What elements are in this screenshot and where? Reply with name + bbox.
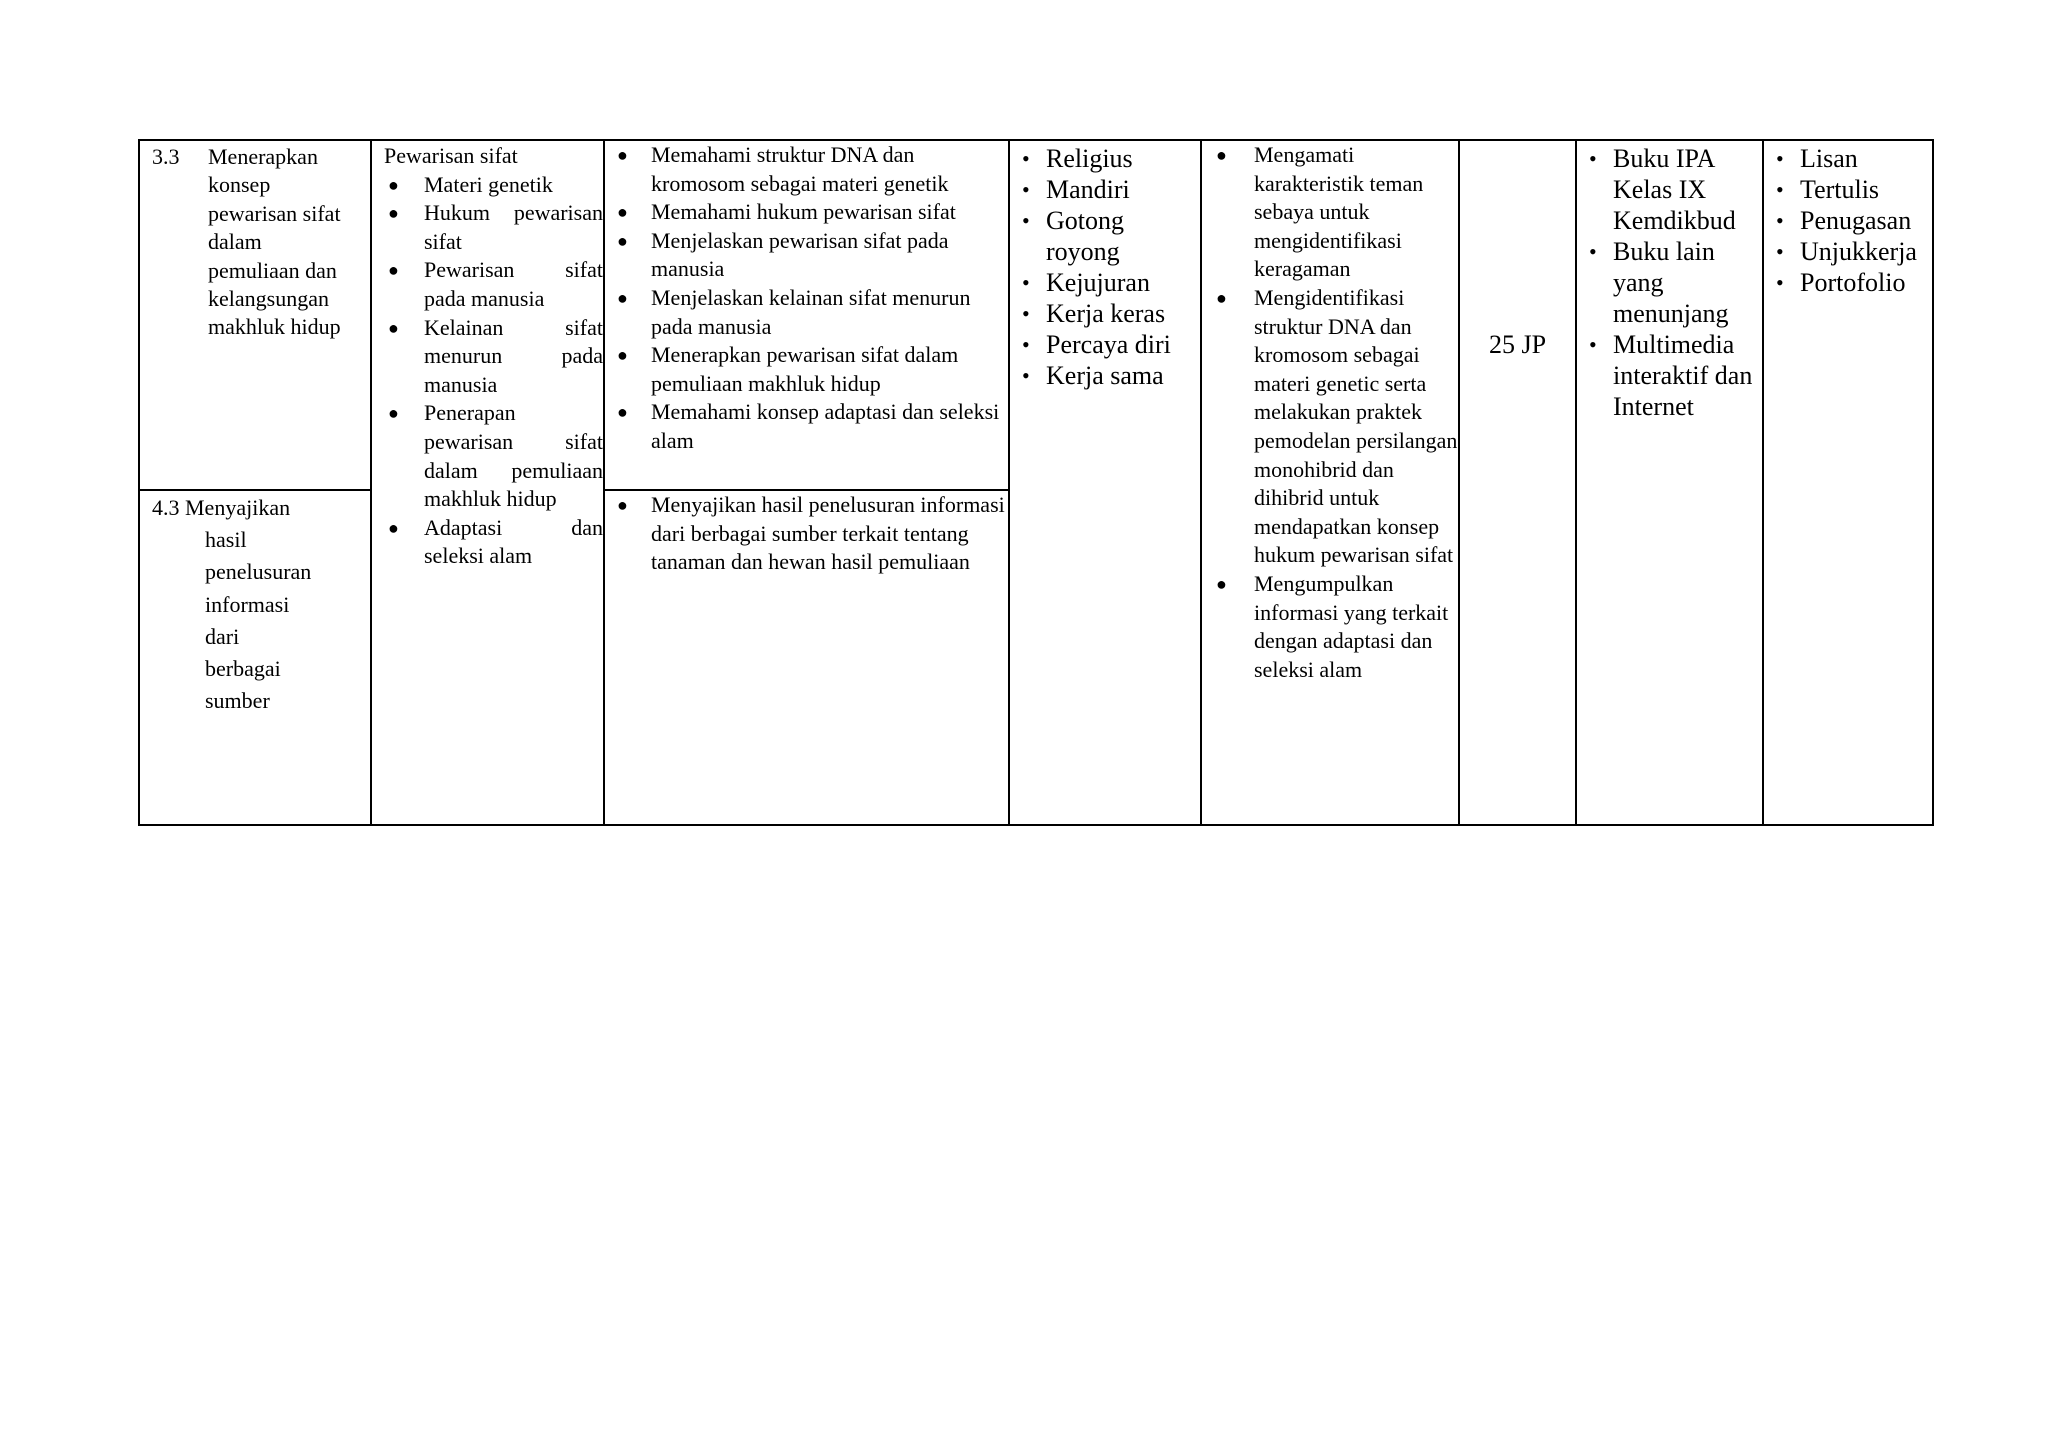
penilaian-item — [1764, 236, 1932, 267]
kegiatan-4-3-cell — [604, 490, 1009, 825]
bullet-icon: ● — [388, 517, 399, 538]
karakter-item-text: Mandiri — [1046, 175, 1130, 204]
kegiatan-3-3-item — [605, 284, 1008, 341]
bullet-icon: • — [1776, 146, 1784, 171]
kd-4-3-line: penelusuran — [205, 559, 312, 585]
bullet-icon: • — [1589, 146, 1597, 171]
penilaian-list — [1764, 141, 1932, 298]
syllabus-table — [138, 139, 1934, 826]
kegiatan-3-3-item — [605, 398, 1008, 455]
sumber-item — [1577, 236, 1762, 329]
materi-cell — [371, 140, 604, 825]
kd-4-3-line: sumber — [205, 688, 270, 714]
kd-3-3-number: 3.3 — [152, 144, 180, 169]
kegiatan-3-3-cell — [604, 140, 1009, 490]
bullet-icon: ● — [617, 495, 628, 515]
bullet-icon: • — [1022, 208, 1030, 233]
materi-item — [372, 171, 603, 200]
pengalaman-item-text: Mengidentifikasi struktur DNA dan kromosom sebagai materi genetic serta melakukan praktek pemodelan persilangan monohibrid dan dihibrid untuk mendapatkan konsep hukum pewarisan sifat — [1254, 284, 1458, 568]
karakter-item — [1010, 267, 1200, 298]
kd-3-3-cell — [139, 140, 371, 490]
bullet-icon: ● — [617, 402, 628, 423]
sumber-item-text: Buku lain yang menunjang — [1613, 237, 1729, 328]
sumber-cell — [1576, 140, 1763, 825]
sumber-list — [1577, 141, 1762, 422]
karakter-item-text: Kejujuran — [1046, 268, 1150, 297]
materi-item — [372, 314, 603, 400]
kegiatan-3-3-item-text: Memahami konsep adaptasi dan seleksi alam — [651, 399, 1000, 453]
sumber-item-text: Buku IPA Kelas IX Kemdikbud — [1613, 144, 1736, 235]
materi-heading: Pewarisan sifat — [384, 143, 518, 168]
penilaian-item — [1764, 174, 1932, 205]
alokasi-waktu: 25 JP — [1488, 330, 1547, 359]
materi-item-text: Materi genetik — [424, 171, 553, 197]
karakter-item — [1010, 143, 1200, 174]
materi-item-text: Pewarisan sifat pada manusia — [424, 257, 603, 311]
kegiatan-3-3-item — [605, 341, 1008, 398]
karakter-cell — [1009, 140, 1201, 825]
bullet-icon: ● — [388, 174, 399, 195]
sumber-item-text: Multimedia interaktif dan Internet — [1613, 330, 1753, 421]
bullet-icon: • — [1022, 301, 1030, 326]
penilaian-item — [1764, 143, 1932, 174]
karakter-item-text: Kerja sama — [1046, 361, 1164, 390]
bullet-icon: ● — [388, 317, 399, 338]
kegiatan-3-3-item-text: Memahami hukum pewarisan sifat — [651, 199, 956, 225]
kegiatan-3-3-list — [605, 141, 1008, 456]
pengalaman-item-text: Mengamati karakteristik teman sebaya untuk mengidentifikasi keragaman — [1254, 142, 1424, 282]
kegiatan-3-3-item — [605, 141, 1008, 198]
materi-item — [372, 514, 603, 571]
kd-4-3-first-line — [152, 492, 364, 524]
materi-item — [372, 399, 603, 513]
penilaian-item-text: Unjukkerja — [1800, 237, 1917, 266]
bullet-icon: ● — [617, 345, 628, 366]
bullet-icon: • — [1776, 239, 1784, 264]
kegiatan-3-3-item-text: Menerapkan pewarisan sifat dalam pemuliaan makhluk hidup — [651, 342, 959, 396]
bullet-icon: ● — [1216, 573, 1227, 594]
kd-4-3-line: dari — [205, 623, 240, 649]
materi-list — [372, 171, 603, 571]
pengalaman-cell — [1201, 140, 1459, 825]
kegiatan-3-3-item-text: Memahami struktur DNA dan kromosom sebagai materi genetik — [651, 142, 949, 196]
materi-item-text: Kelainan sifat menurun pada manusia — [424, 314, 603, 397]
bullet-icon: • — [1589, 239, 1597, 264]
bullet-icon: • — [1022, 363, 1030, 388]
sumber-item — [1577, 143, 1762, 236]
pengalaman-item-text: Mengumpulkan informasi yang terkait dengan adaptasi dan seleksi alam — [1254, 570, 1449, 682]
kd-4-3-block — [140, 491, 370, 717]
bullet-icon: • — [1022, 146, 1030, 171]
materi-item — [372, 256, 603, 313]
materi-item-text: Hukum pewarisan sifat — [424, 200, 603, 254]
bullet-icon: ● — [1216, 145, 1227, 165]
kegiatan-4-3-item-text: Menyajikan hasil penelusuran informasi dari berbagai sumber terkait tentang tanaman dan hewan hasil pemuliaan — [651, 492, 1005, 575]
karakter-item-text: Percaya diri — [1046, 330, 1171, 359]
bullet-icon: ● — [388, 203, 399, 224]
bullet-icon: • — [1776, 270, 1784, 295]
karakter-item — [1010, 329, 1200, 360]
karakter-item — [1010, 174, 1200, 205]
penilaian-item — [1764, 205, 1932, 236]
kd-4-3-line: berbagai — [205, 656, 281, 682]
kd-4-3-rest — [152, 524, 364, 717]
pengalaman-item — [1202, 284, 1458, 570]
kd-3-3-text: Menerapkan konsep pewarisan sifat dalam pemuliaan dan kelangsungan makhluk hidup — [208, 144, 341, 340]
kegiatan-3-3-item-text: Menjelaskan pewarisan sifat pada manusia — [651, 227, 949, 282]
bullet-icon: ● — [617, 145, 628, 165]
bullet-icon: ● — [388, 403, 399, 424]
kegiatan-4-3-list — [605, 491, 1008, 577]
kegiatan-3-3-item — [605, 227, 1008, 284]
karakter-item — [1010, 298, 1200, 329]
alokasi-waktu-cell — [1459, 140, 1576, 825]
kd-4-3-line: informasi — [205, 591, 290, 617]
materi-item-text: Adaptasi dan seleksi alam — [424, 514, 603, 569]
penilaian-item-text: Lisan — [1800, 144, 1858, 173]
kegiatan-3-3-item-text: Menjelaskan kelainan sifat menurun pada manusia — [651, 284, 971, 339]
kegiatan-4-3-item — [605, 491, 1008, 577]
kd-4-3-line: hasil — [205, 527, 247, 553]
bullet-icon: • — [1022, 177, 1030, 202]
kd-4-3-cell — [139, 490, 371, 825]
penilaian-cell — [1763, 140, 1933, 825]
kd-4-3-number: 4.3 — [152, 495, 180, 520]
syllabus-table-wrapper — [138, 139, 1932, 824]
bullet-icon: ● — [617, 287, 628, 308]
bullet-icon: ● — [388, 260, 399, 281]
penilaian-item-text: Penugasan — [1800, 206, 1912, 235]
kd-4-3-first-word: Menyajikan — [185, 495, 291, 520]
bullet-icon: ● — [1216, 287, 1227, 308]
sumber-item — [1577, 329, 1762, 422]
bullet-icon: ● — [617, 230, 628, 251]
karakter-item — [1010, 360, 1200, 391]
bullet-icon: • — [1022, 270, 1030, 295]
karakter-list — [1010, 141, 1200, 391]
penilaian-item — [1764, 267, 1932, 298]
karakter-item — [1010, 205, 1200, 267]
kegiatan-3-3-item — [605, 198, 1008, 227]
bullet-icon: • — [1776, 177, 1784, 202]
bullet-icon: • — [1776, 208, 1784, 233]
bullet-icon: • — [1589, 332, 1597, 357]
pengalaman-item — [1202, 570, 1458, 684]
pengalaman-list — [1202, 141, 1458, 684]
bullet-icon: • — [1022, 332, 1030, 357]
materi-item — [372, 199, 603, 256]
pengalaman-item — [1202, 141, 1458, 284]
materi-item-text: Penerapan pewarisan sifat dalam pemuliaan makhluk hidup — [424, 400, 603, 512]
penilaian-item-text: Portofolio — [1800, 268, 1906, 297]
karakter-item-text: Gotong royong — [1046, 206, 1124, 266]
bullet-icon: ● — [617, 202, 628, 223]
penilaian-item-text: Tertulis — [1800, 175, 1880, 204]
karakter-item-text: Kerja keras — [1046, 299, 1166, 328]
karakter-item-text: Religius — [1046, 144, 1133, 173]
